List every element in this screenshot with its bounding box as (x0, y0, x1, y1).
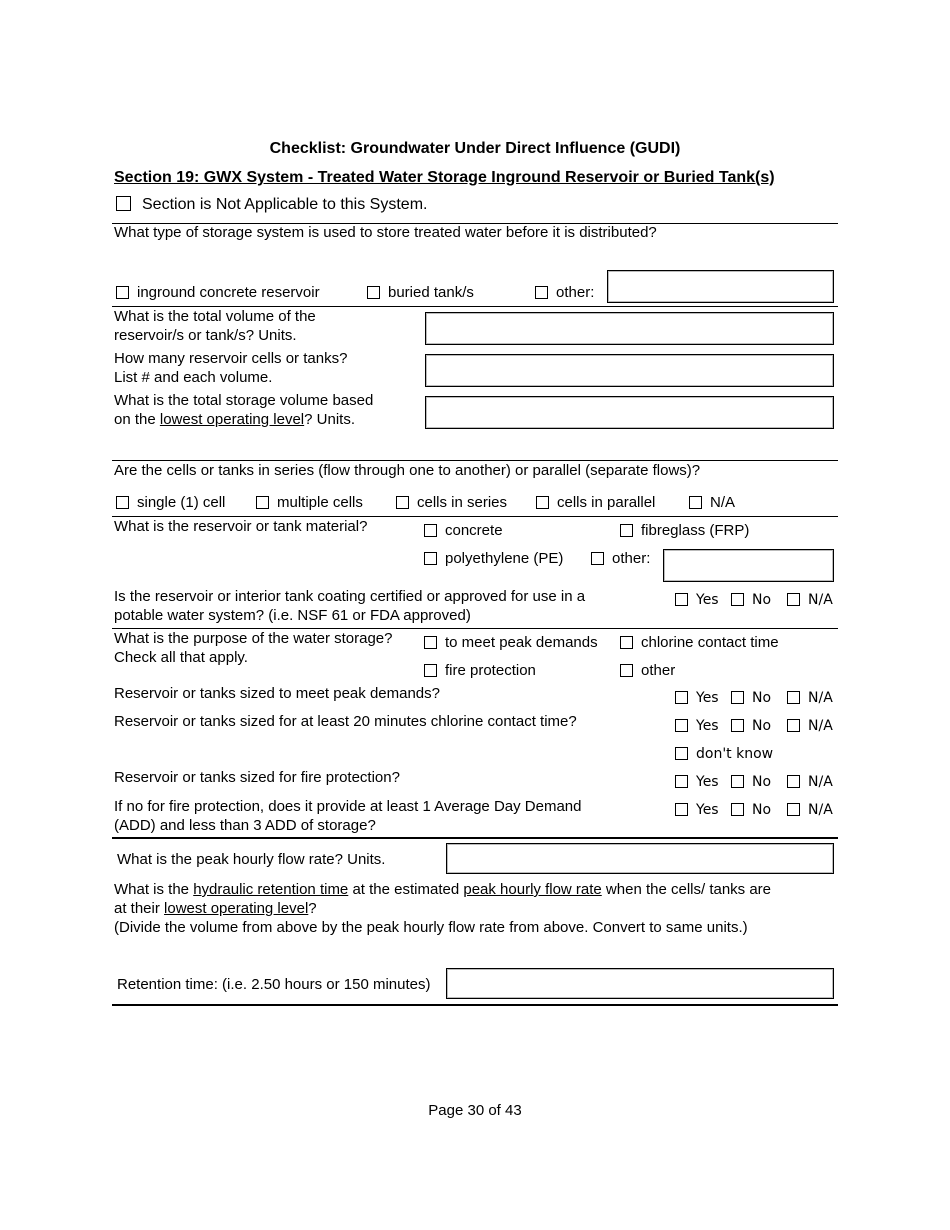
option-cells-na[interactable]: N/A (689, 494, 735, 511)
peak-na[interactable]: N/A (787, 690, 833, 706)
section-heading: Section 19: GWX System - Treated Water Storage Inground Reservoir or Buried Tank(s) (114, 169, 775, 186)
not-applicable-option[interactable] (116, 196, 427, 214)
storage-volume-lowest-level-field[interactable] (425, 396, 834, 429)
peak-hourly-flow-question: What is the peak hourly flow rate? Units. (117, 851, 386, 868)
coating-question: Is the reservoir or interior tank coating certified or approved for use in a potable water system? (i.e. NSF 61 or FDA approved) (114, 588, 586, 624)
cell-count-field[interactable] (425, 354, 834, 387)
cells-configuration-question: Are the cells or tanks in series (flow through one to another) or parallel (separate flows)? (114, 462, 701, 479)
checkbox[interactable] (116, 496, 129, 509)
divider (112, 516, 838, 517)
fire-yes[interactable]: Yes (675, 774, 719, 790)
option-cells-in-series[interactable]: cells in series (396, 494, 507, 511)
option-multiple-cells[interactable]: multiple cells (256, 494, 363, 511)
option-cells-in-parallel[interactable]: cells in parallel (536, 494, 655, 511)
checkbox[interactable] (424, 664, 437, 677)
option-single-cell[interactable]: single (1) cell (116, 494, 225, 511)
checkbox[interactable] (535, 286, 548, 299)
chlorine-no[interactable]: No (731, 718, 771, 734)
divider (112, 460, 838, 461)
peak-no[interactable]: No (731, 690, 771, 706)
option-polyethylene[interactable]: polyethylene (PE) (424, 550, 563, 567)
material-other-field[interactable] (663, 549, 834, 582)
retention-time-field[interactable] (446, 968, 834, 999)
option-inground-concrete-reservoir[interactable]: inground concrete reservoir (116, 284, 320, 301)
cell-count-question: How many reservoir cells or tanks? List # and each volume. (114, 350, 348, 386)
coating-yes[interactable]: Yes (675, 592, 719, 608)
retention-time-label: Retention time: (i.e. 2.50 hours or 150 minutes) (117, 976, 431, 993)
not-applicable-label: Section is Not Applicable to this System. (142, 196, 428, 213)
checkbox[interactable] (396, 496, 409, 509)
chlorine-yes[interactable]: Yes (675, 718, 719, 734)
storage-type-question: What type of storage system is used to store treated water before it is distributed? (114, 224, 657, 241)
hydraulic-retention-question: What is the hydraulic retention time at the estimated peak hourly flow rate when the cells/ tanks are at their lowest operating level? (Divide the volume from above by the peak hourly flow rate from above. Convert to same units.) (114, 881, 772, 936)
coating-na[interactable]: N/A (787, 592, 833, 608)
checkbox[interactable] (424, 552, 437, 565)
peak-hourly-flow-field[interactable] (446, 843, 834, 874)
checkbox[interactable] (591, 552, 604, 565)
checkbox[interactable] (256, 496, 269, 509)
fire-no[interactable]: No (731, 774, 771, 790)
checkbox[interactable] (536, 496, 549, 509)
checkbox[interactable] (424, 524, 437, 537)
fire-na[interactable]: N/A (787, 774, 833, 790)
option-storage-other[interactable]: other: (535, 284, 594, 301)
chlorine-dont-know[interactable]: don't know (675, 746, 773, 762)
option-buried-tanks[interactable]: buried tank/s (367, 284, 474, 301)
storage-other-field[interactable] (607, 270, 834, 303)
option-fibreglass[interactable]: fibreglass (FRP) (620, 522, 749, 539)
checkbox[interactable] (620, 524, 633, 537)
chlorine-na[interactable]: N/A (787, 718, 833, 734)
total-volume-field[interactable] (425, 312, 834, 345)
option-fire-protection[interactable]: fire protection (424, 662, 536, 679)
material-question: What is the reservoir or tank material? (114, 518, 368, 535)
page-number: Page 30 of 43 (428, 1102, 522, 1119)
document-title: Checklist: Groundwater Under Direct Influence (GUDI) (269, 140, 681, 157)
checkbox[interactable] (620, 664, 633, 677)
checkbox[interactable] (620, 636, 633, 649)
sized-chlorine-question: Reservoir or tanks sized for at least 20 minutes chlorine contact time? (114, 713, 577, 730)
sized-peak-question: Reservoir or tanks sized to meet peak demands? (114, 685, 440, 702)
add-no[interactable]: No (731, 802, 771, 818)
option-chlorine-contact-time[interactable]: chlorine contact time (620, 634, 779, 651)
divider (112, 1004, 838, 1006)
peak-yes[interactable]: Yes (675, 690, 719, 706)
coating-no[interactable]: No (731, 592, 771, 608)
option-material-other[interactable]: other: (591, 550, 650, 567)
purpose-question: What is the purpose of the water storage? Check all that apply. (114, 630, 393, 666)
add-na[interactable]: N/A (787, 802, 833, 818)
storage-volume-lowest-level-question: What is the total storage volume based on the lowest operating level? Units. (114, 392, 374, 428)
checkbox[interactable] (116, 286, 129, 299)
checkbox[interactable] (367, 286, 380, 299)
sized-fire-question: Reservoir or tanks sized for fire protection? (114, 769, 400, 786)
checkbox[interactable] (689, 496, 702, 509)
add-yes[interactable]: Yes (675, 802, 719, 818)
option-concrete[interactable]: concrete (424, 522, 503, 539)
option-peak-demands[interactable]: to meet peak demands (424, 634, 598, 651)
add-storage-question: If no for fire protection, does it provide at least 1 Average Day Demand (ADD) and less than 3 ADD of storage? (114, 798, 582, 834)
not-applicable-checkbox[interactable] (116, 196, 131, 211)
checkbox[interactable] (424, 636, 437, 649)
divider (112, 837, 838, 839)
total-volume-question: What is the total volume of the reservoir/s or tank/s? Units. (114, 308, 316, 344)
option-purpose-other[interactable]: other (620, 662, 675, 679)
